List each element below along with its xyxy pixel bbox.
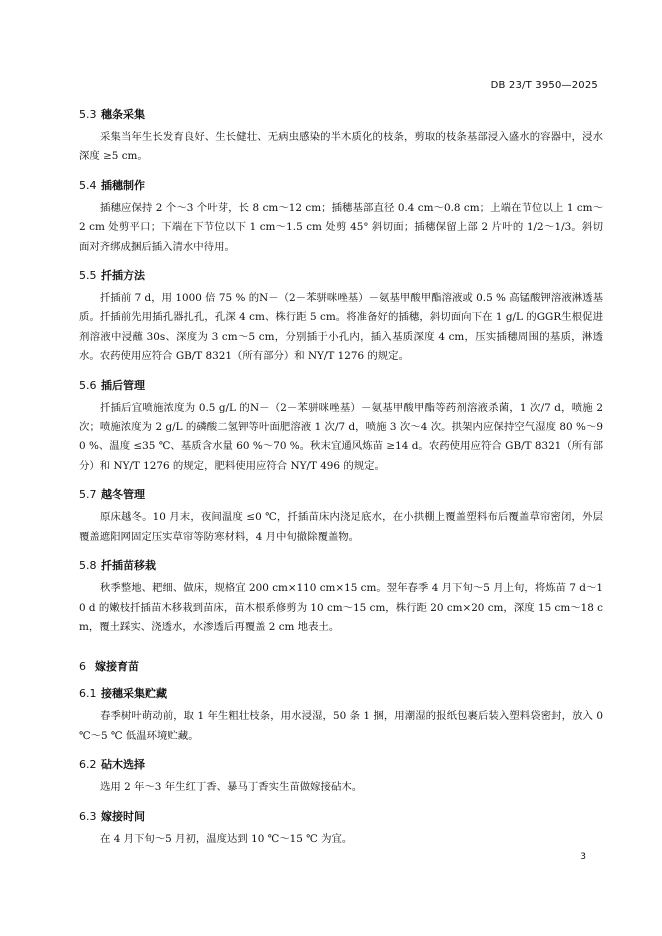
section-heading: [79, 378, 603, 394]
section-heading: [79, 178, 603, 194]
section-heading: [79, 107, 603, 123]
section-title: 插穗制作: [101, 178, 145, 192]
section-number: 6.1: [79, 687, 97, 701]
section-number: 5.5: [79, 269, 97, 283]
section-title: 越冬管理: [101, 488, 145, 502]
section-title: 扦插苗移栽: [101, 559, 156, 573]
section-paragraph: 春季树叶萌动前，取 1 年生粗壮枝条，用水浸湿，50 条 1 捆，用潮湿的报纸包裹后装入塑料袋密封，放入 0 ℃～5 ℃ 低温环境贮藏。: [79, 710, 603, 742]
section-paragraph: 在 4 月下旬～5 月初，温度达到 10 ℃～15 ℃ 为宜。: [100, 832, 353, 845]
section-heading: [79, 809, 603, 825]
section-heading: [79, 659, 603, 675]
document-code: DB 23/T 3950—2025: [490, 80, 598, 91]
section-title: 嫁接育苗: [95, 660, 139, 674]
section-title: 穗条采集: [101, 108, 145, 121]
section-number: 6.3: [79, 809, 97, 823]
section-title: 插后管理: [101, 378, 145, 392]
section-title: 砧木选择: [101, 758, 145, 772]
section-title: 接穗采集贮藏: [101, 687, 167, 701]
page-number: 3: [580, 852, 586, 862]
section-paragraph: 原床越冬。10 月末，夜间温度 ≤0 ℃，扦插苗床内浇足底水，在小拱棚上覆盖塑料布后覆盖草帘密闭，外层覆盖遮阳网固定压实草帘等防寒材料，4 月中旬撤除覆盖物。: [79, 511, 603, 543]
section-paragraph: 采集当年生长发育良好、生长健壮、无病虫感染的半木质化的枝条，剪取的枝条基部浸入盛水的容器中，浸水深度 ≥5 cm。: [79, 131, 603, 163]
section-heading: [79, 487, 603, 503]
section-heading: [79, 686, 603, 702]
section-paragraph: 扦插前 7 d，用 1000 倍 75 % 的N－（2－苯骈咪唑基）－氨基甲酸甲酯溶液或 0.5 % 高锰酸钾溶液淋透基质。扦插前先用插孔器扎孔，孔深 4 cm、株行距 5 cm。将准备好的插穗，斜切面向下在 1 g/L 的GGR生根促进剂溶液中浸蘸 30s、深度为 3 cm～5 cm，分别插于小孔内，插入基质深度 4 cm，压实插穗周围的基质，淋透水。农药使用应符合 GB/T 8321（所有部分）和 NY/T 1276 的规定。: [79, 292, 603, 363]
section-paragraph: 秋季整地、耙细、做床，规格宜 200 cm×110 cm×15 cm。翌年春季 4 月下旬～5 月上旬，将炼苗 7 d～10 d 的嫩枝扦插苗木移栽到苗床，苗木根系修剪为 10 cm～15 cm，株行距 20 cm×20 cm，深度 15 cm～18 cm，覆土踩实、浇透水，水渗透后再覆盖 2 cm 地表土。: [79, 582, 603, 633]
section-heading: [79, 757, 603, 773]
section-heading: [79, 558, 603, 574]
section-paragraph: 选用 2 年～3 年生红丁香、暴马丁香实生苗做嫁接砧木。: [100, 781, 363, 794]
section-number: 5.7: [79, 488, 97, 502]
section-heading: [79, 268, 603, 284]
section-number: 5.6: [79, 378, 97, 392]
section-number: 5.8: [79, 559, 97, 573]
section-paragraph: 插穗应保持 2 个～3 个叶芽，长 8 cm～12 cm；插穗基部直径 0.4 cm～0.8 cm；上端在节位以上 1 cm～2 cm 处剪平口；下端在下节位以下 1 cm～1.5 cm 处剪 45° 斜切面；插穗保留上部 2 片叶的 1/2～1/3。斜切面对齐绑成捆后插入清水中待用。: [79, 201, 603, 253]
section-number: 6.2: [79, 758, 97, 772]
section-title: 嫁接时间: [101, 809, 145, 823]
section-number: 6: [79, 660, 86, 674]
page-content: [79, 96, 603, 851]
section-number: 5.3: [79, 108, 97, 121]
section-paragraph: 扦插后宜喷施浓度为 0.5 g/L 的N－（2－苯骈咪唑基）－氨基甲酸甲酯等药剂溶液杀菌，1 次/7 d，喷施 2 次；喷施浓度为 2 g/L 的磷酸二氢钾等叶面肥溶液 1 次/7 d，喷施 3 次～4 次。拱架内应保持空气湿度 80 %～90 %、温度 ≤35 ℃、基质含水量 60 %～70 %。秋末宜通风炼苗 ≥14 d。农药使用应符合 GB/T 8321（所有部分）和 NY/T 1276 的规定，肥料使用应符合 NY/T 496 的规定。: [79, 401, 603, 472]
section-number: 5.4: [79, 178, 97, 192]
section-title: 扦插方法: [101, 269, 145, 283]
